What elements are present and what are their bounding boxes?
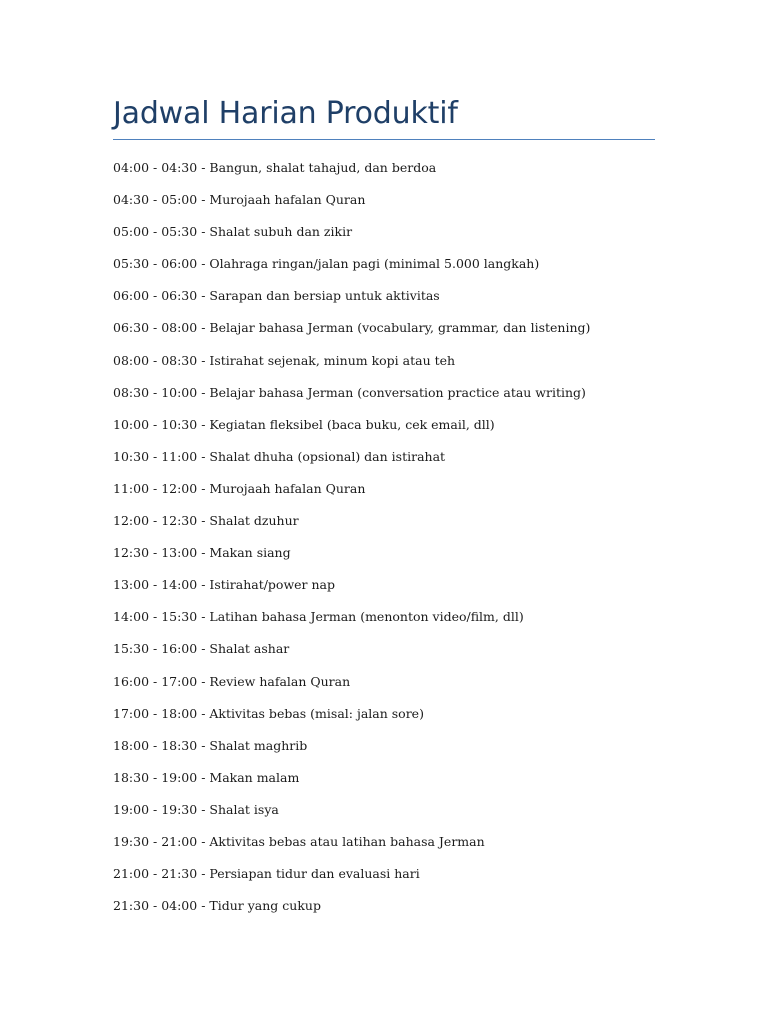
schedule-item: 14:00 - 15:30 - Latihan bahasa Jerman (menonton video/film, dll) — [113, 609, 524, 625]
schedule-item: 12:30 - 13:00 - Makan siang — [113, 545, 291, 561]
document-page — [113, 0, 655, 914]
schedule-item: 17:00 - 18:00 - Aktivitas bebas (misal: jalan sore) — [113, 705, 424, 721]
title-underline-rule — [113, 139, 655, 140]
schedule-time: 12:00 - 12:30 — [113, 513, 198, 529]
schedule-activity: Belajar bahasa Jerman (conversation practice atau writing) — [209, 384, 586, 400]
schedule-activity: Belajar bahasa Jerman (vocabulary, grammar, dan listening) — [209, 320, 591, 336]
schedule-time: 19:00 - 19:30 — [113, 801, 198, 817]
schedule-time: 15:30 - 16:00 — [113, 641, 198, 657]
schedule-item: 16:00 - 17:00 - Review hafalan Quran — [113, 673, 351, 689]
schedule-activity: Review hafalan Quran — [209, 673, 351, 689]
schedule-list — [113, 157, 590, 927]
schedule-item: 15:30 - 16:00 - Shalat ashar — [113, 641, 290, 657]
schedule-activity: Aktivitas bebas atau latihan bahasa Jerman — [209, 833, 485, 849]
schedule-activity: Makan malam — [209, 769, 300, 785]
schedule-time: 18:30 - 19:00 — [113, 769, 198, 785]
schedule-item: 13:00 - 14:00 - Istirahat/power nap — [113, 577, 336, 593]
schedule-activity: Bangun, shalat tahajud, dan berdoa — [209, 160, 437, 175]
schedule-item: 12:00 - 12:30 - Shalat dzuhur — [113, 513, 299, 529]
schedule-time: 11:00 - 12:00 — [113, 480, 198, 496]
schedule-time: 06:00 - 06:30 — [113, 288, 198, 304]
schedule-item: 05:00 - 05:30 - Shalat subuh dan zikir — [113, 224, 353, 240]
schedule-activity: Persiapan tidur dan evaluasi hari — [209, 866, 420, 882]
schedule-time: 04:00 - 04:30 — [113, 160, 198, 175]
schedule-activity: Aktivitas bebas (misal: jalan sore) — [209, 705, 424, 721]
document-title: Jadwal Harian Produktif — [113, 96, 458, 131]
schedule-item: 21:30 - 04:00 - Tidur yang cukup — [113, 898, 321, 914]
schedule-time: 13:00 - 14:00 — [113, 577, 198, 593]
schedule-time: 08:30 - 10:00 — [113, 384, 198, 400]
schedule-item: 04:30 - 05:00 - Murojaah hafalan Quran — [113, 192, 366, 208]
schedule-activity: Tidur yang cukup — [209, 898, 321, 914]
schedule-time: 08:00 - 08:30 — [113, 352, 198, 368]
schedule-time: 12:30 - 13:00 — [113, 545, 198, 561]
schedule-time: 14:00 - 15:30 — [113, 609, 198, 625]
schedule-activity: Olahraga ringan/jalan pagi (minimal 5.000 langkah) — [209, 256, 540, 272]
schedule-activity: Shalat subuh dan zikir — [209, 224, 353, 240]
schedule-time: 21:30 - 04:00 — [113, 898, 198, 914]
schedule-item: 10:30 - 11:00 - Shalat dhuha (opsional) dan istirahat — [113, 448, 446, 464]
schedule-activity: Shalat maghrib — [209, 737, 308, 753]
schedule-item: 06:30 - 08:00 - Belajar bahasa Jerman (vocabulary, grammar, dan listening) — [113, 320, 591, 336]
schedule-item: 21:00 - 21:30 - Persiapan tidur dan evaluasi hari — [113, 866, 420, 882]
schedule-activity: Murojaah hafalan Quran — [209, 192, 366, 208]
schedule-activity: Shalat dzuhur — [209, 513, 299, 529]
schedule-activity: Istirahat sejenak, minum kopi atau teh — [209, 352, 456, 368]
schedule-time: 16:00 - 17:00 — [113, 673, 198, 689]
schedule-time: 10:00 - 10:30 — [113, 416, 198, 432]
schedule-item: 08:30 - 10:00 - Belajar bahasa Jerman (conversation practice atau writing) — [113, 384, 586, 400]
schedule-activity: Shalat isya — [209, 801, 279, 817]
schedule-time: 05:00 - 05:30 — [113, 224, 198, 240]
schedule-activity: Shalat dhuha (opsional) dan istirahat — [209, 448, 446, 464]
schedule-time: 21:00 - 21:30 — [113, 866, 198, 882]
schedule-item: 08:00 - 08:30 - Istirahat sejenak, minum kopi atau teh — [113, 352, 456, 368]
schedule-time: 04:30 - 05:00 — [113, 192, 198, 208]
schedule-item: 18:30 - 19:00 - Makan malam — [113, 769, 300, 785]
schedule-activity: Shalat ashar — [209, 641, 290, 657]
schedule-activity: Latihan bahasa Jerman (menonton video/film, dll) — [209, 609, 524, 625]
schedule-activity: Makan siang — [209, 545, 291, 561]
schedule-time: 18:00 - 18:30 — [113, 737, 198, 753]
schedule-item: 18:00 - 18:30 - Shalat maghrib — [113, 737, 308, 753]
schedule-time: 19:30 - 21:00 — [113, 833, 198, 849]
schedule-item: 05:30 - 06:00 - Olahraga ringan/jalan pagi (minimal 5.000 langkah) — [113, 256, 540, 272]
schedule-time: 10:30 - 11:00 — [113, 448, 198, 464]
schedule-activity: Murojaah hafalan Quran — [209, 480, 366, 496]
schedule-item: 19:30 - 21:00 - Aktivitas bebas atau latihan bahasa Jerman — [113, 833, 485, 849]
schedule-item: 11:00 - 12:00 - Murojaah hafalan Quran — [113, 480, 366, 496]
schedule-activity: Kegiatan fleksibel (baca buku, cek email, dll) — [209, 416, 495, 432]
schedule-item: 06:00 - 06:30 - Sarapan dan bersiap untuk aktivitas — [113, 288, 440, 304]
schedule-time: 17:00 - 18:00 — [113, 705, 198, 721]
schedule-activity: Istirahat/power nap — [209, 577, 336, 593]
schedule-item: 19:00 - 19:30 - Shalat isya — [113, 801, 279, 817]
schedule-item: 04:00 - 04:30 - Bangun, shalat tahajud, dan berdoa — [113, 160, 437, 175]
schedule-item: 10:00 - 10:30 - Kegiatan fleksibel (baca buku, cek email, dll) — [113, 416, 495, 432]
schedule-activity: Sarapan dan bersiap untuk aktivitas — [209, 288, 440, 304]
schedule-time: 06:30 - 08:00 — [113, 320, 198, 336]
schedule-time: 05:30 - 06:00 — [113, 256, 198, 272]
